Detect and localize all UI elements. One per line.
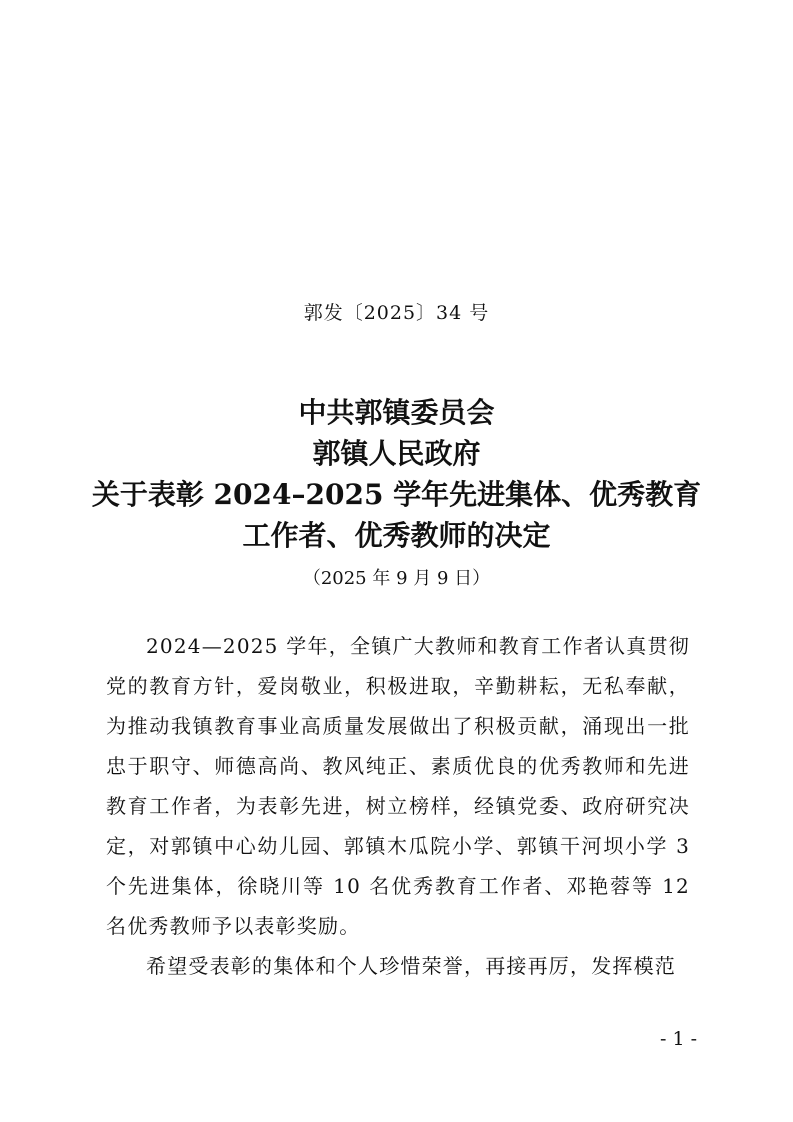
title-line-3: 关于表彰 2024–2025 学年先进集体、优秀教育 (91, 478, 702, 511)
page-number: - 1 - (659, 1028, 697, 1050)
document-body (106, 626, 690, 986)
body-paragraph-1: 2024—2025 学年，全镇广大教师和教育工作者认真贯彻党的教育方针，爱岗敬业，积极进取，辛勤耕耘，无私奉献，为推动我镇教育事业高质量发展做出了积极贡献，涌现出一批忠于职守、师德高尚、教风纯正、素质优良的优秀教师和先进教育工作者，为表彰先进，树立榜样，经镇党委、政府研究决定，对郭镇中心幼儿园、郭镇木瓜院小学、郭镇干河坝小学 3 个先进集体，徐晓川等 10 名优秀教育工作者、邓艳蓉等 12 名优秀教师予以表彰奖励。 (106, 634, 690, 938)
body-paragraph-2: 希望受表彰的集体和个人珍惜荣誉，再接再厉，发挥模范 (146, 954, 676, 978)
title-line-1: 中共郭镇委员会 (298, 396, 495, 429)
title-line-2: 郭镇人民政府 (312, 437, 481, 470)
document-number: 郭发〔2025〕34 号 (303, 302, 490, 324)
document-title (60, 392, 733, 556)
document-date: （2025 年 9 月 9 日） (302, 568, 491, 589)
title-line-4: 工作者、优秀教师的决定 (242, 519, 551, 552)
